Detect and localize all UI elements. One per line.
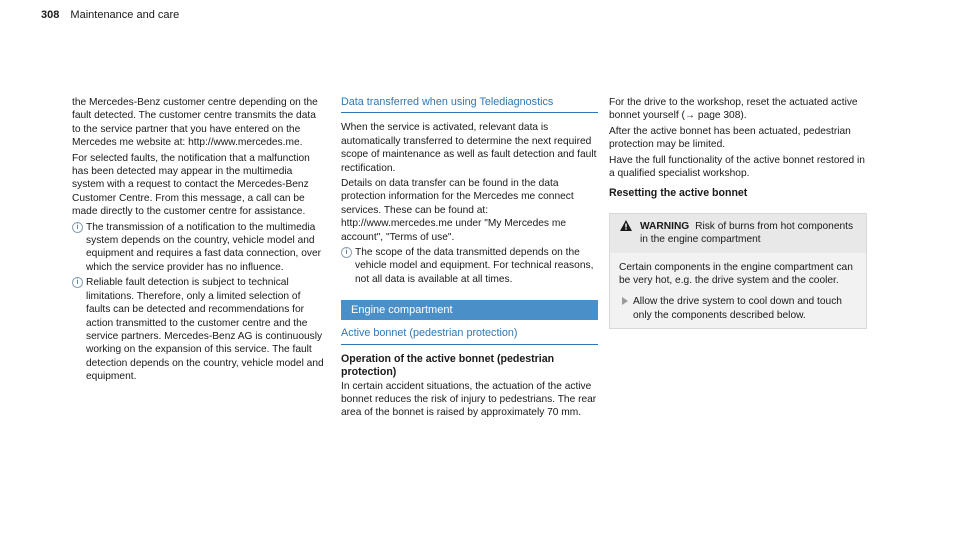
warning-box xyxy=(609,213,867,329)
warning-text: Certain components in the engine compartment can be very hot, e.g. the drive system and the cooler. xyxy=(619,261,853,287)
subheading-operation: Operation of the active bonnet (pedestrian protection) xyxy=(341,352,555,379)
paragraph: When the service is activated, relevant data is automatically transferred to determine the next required scope of maintenance as well as fault detection and fault rectification. xyxy=(341,122,597,174)
paragraph: Details on data transfer can be found in the data protection information for the Mercedes me connect services. These can be found at: http://www.mercedes.me under "My Mercedes me account", "Terms of use". xyxy=(341,178,574,243)
warning-triangle-icon xyxy=(620,220,632,231)
column-right xyxy=(609,96,867,329)
note-text: The transmission of a notification to the multimedia system depends on the country, vehicle model and equipment and requires a fast data connection, over which the service provider has no influence. xyxy=(86,221,322,273)
section-heading-active-bonnet: Active bonnet (pedestrian protection) xyxy=(341,327,598,344)
paragraph: In certain accident situations, the actuation of the active bonnet reduces the risk of injury to pedestrians. The rear area of the bonnet is raised by approximately 70 mm. xyxy=(341,380,597,419)
section-title: Maintenance and care xyxy=(70,9,180,21)
column-middle xyxy=(341,96,598,422)
info-icon: i xyxy=(72,222,83,233)
page-header xyxy=(41,9,179,21)
note xyxy=(72,276,324,383)
note-text: Reliable fault detection is subject to technical limitations. Therefore, only a limited selection of faults can be detected and recommendations for action transmitted to the customer centre and the service partners. Mercedes-Benz AG is continuously working on the expansion of this service. The fault detection depends on the country, vehicle model and equipment. xyxy=(86,277,324,383)
chapter-band: Engine compartment xyxy=(341,300,598,320)
action-step xyxy=(619,295,857,322)
info-icon: i xyxy=(72,277,83,288)
step-text: Allow the drive system to cool down and touch only the components described below. xyxy=(633,296,842,321)
column-left xyxy=(72,96,324,386)
section-heading-telediagnostics: Data transferred when using Telediagnostics xyxy=(341,96,598,113)
note xyxy=(341,246,598,286)
warning-label: WARNING xyxy=(640,220,690,232)
arrow-right-icon xyxy=(622,297,628,305)
paragraph: Have the full functionality of the active bonnet restored in a qualified specialist workshop. xyxy=(609,154,865,180)
note xyxy=(72,221,324,275)
warning-body xyxy=(610,253,866,329)
subheading-resetting: Resetting the active bonnet xyxy=(609,187,748,200)
paragraph: After the active bonnet has been actuated, pedestrian protection may be limited. xyxy=(609,125,851,151)
paragraph: For selected faults, the notification that a malfunction has been detected may appear in the multimedia system with a request to contact the Mercedes-Benz Customer Centre. From this message, a call can be made directly to the customer centre for assistance. xyxy=(72,152,310,218)
paragraph: the Mercedes-Benz customer centre depending on the fault detected. The customer centre transmits the data to the service partner that you have entered on the Mercedes me website at: http://www.mercedes.me. xyxy=(72,97,318,149)
paragraph: For the drive to the workshop, reset the actuated active bonnet yourself (→ page 308). xyxy=(609,97,858,122)
note-text: The scope of the data transmitted depends on the vehicle model and equipment. For technical reasons, not all data is available at all times. xyxy=(355,247,594,285)
page-number: 308 xyxy=(41,9,60,21)
info-icon: i xyxy=(341,247,352,258)
warning-header xyxy=(610,214,866,253)
warning-title: Risk of burns from hot components in the engine compartment xyxy=(640,220,854,246)
